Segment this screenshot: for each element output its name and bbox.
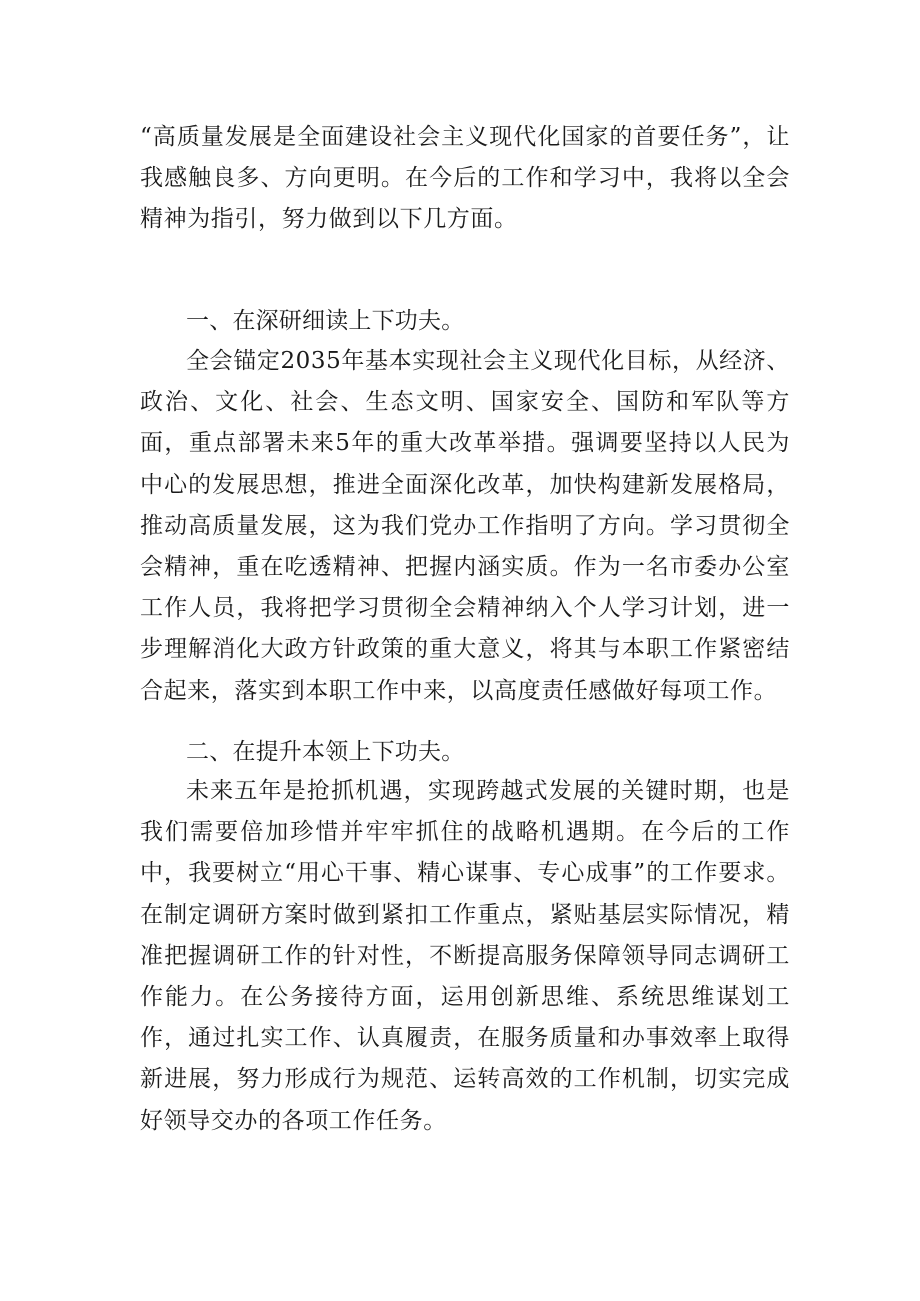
section-body-1: 全会锚定2035年基本实现社会主义现代化目标，从经济、政治、文化、社会、生态文明、国家安全、国防和军队等方面，重点部署未来5年的重大改革举措。强调要坚持以人民为中心的发展思想，推进全面深化改革，加快构建新发展格局，推动高质量发展，这为我们党办工作指明了方向。学习贯彻全会精神，重在吃透精神、把握内涵实质。作为一名市委办公室工作人员，我将把学习贯彻全会精神纳入个人学习计划，进一步理解消化大政方针政策的重大意义，将其与本职工作紧密结合起来，落实到本职工作中来，以高度责任感做好每项工作。 <box>140 348 790 704</box>
intro-paragraph: “高质量发展是全面建设社会主义现代化国家的首要任务”，让我感触良多、方向更明。在今后的工作和学习中，我将以全会精神为指引，努力做到以下几方面。 <box>140 124 790 233</box>
section-heading-2: 二、在提升本领上下功夫。 <box>186 739 465 765</box>
section-body-2: 未来五年是抢抓机遇，实现跨越式发展的关键时期，也是我们需要倍加珍惜并牢牢抓住的战略机遇期。在今后的工作中，我要树立“用心干事、精心谋事、专心成事”的工作要求。在制定调研方案时做到紧扣工作重点，紧贴基层实际情况，精准把握调研工作的针对性，不断提高服务保障领导同志调研工作能力。在公务接待方面，运用创新思维、系统思维谋划工作，通过扎实工作、认真履责，在服务质量和办事效率上取得新进展，努力形成行为规范、运转高效的工作机制，切实完成好领导交办的各项工作任务。 <box>140 778 790 1134</box>
section-heading-1: 一、在深研细读上下功夫。 <box>186 308 465 334</box>
